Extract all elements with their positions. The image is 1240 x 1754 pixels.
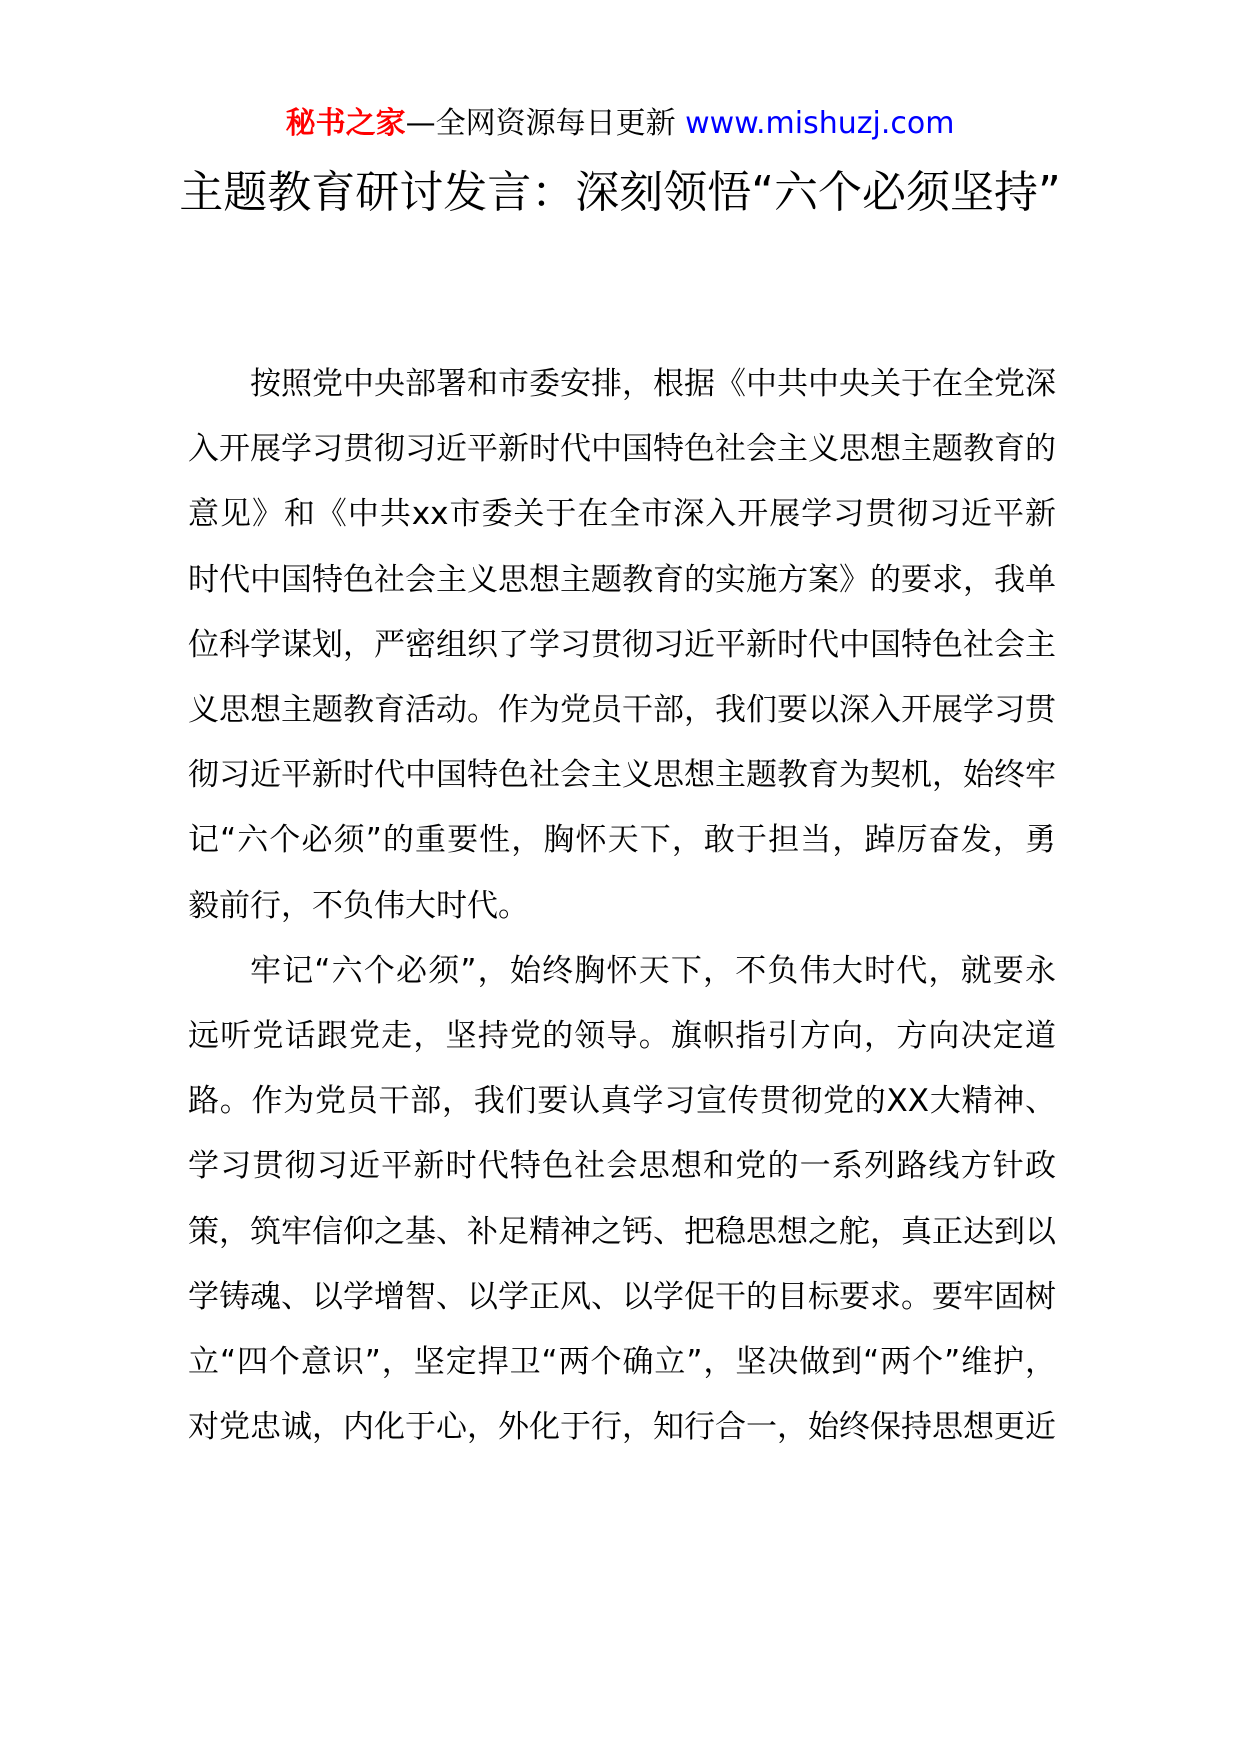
paragraph-2: 牢记“六个必须”，始终胸怀天下，不负伟大时代，就要永远听党话跟党走，坚持党的领导。旗帜指引方向，方向决定道路。作为党员干部，我们要认真学习宣传贯彻党的XX大精神、学习贯彻习近平新时代特色社会思想和党的一系列路线方针政策，筑牢信仰之基、补足精神之钙、把稳思想之舵，真正达到以学铸魂、以学增智、以学正风、以学促干的目标要求。要牢固树立“四个意识”，坚定捍卫“两个确立”，坚决做到“两个”维护，对党忠诚，内化于心，外化于行，知行合一，始终保持思想更近 — [188, 952, 1056, 1446]
document-title: 主题教育研讨发言：深刻领悟“六个必须坚持” — [179, 167, 1061, 218]
site-brand: 秘书之家 — [285, 106, 406, 141]
document-body — [188, 352, 1056, 1460]
site-header — [0, 102, 1240, 146]
paragraph-1: 按照党中央部署和市委安排，根据《中共中央关于在全党深入开展学习贯彻习近平新时代中国特色社会主义思想主题教育的意见》和《中共xx市委关于在全市深入开展学习贯彻习近平新时代中国特色社会主义思想主题教育的实施方案》的要求，我单位科学谋划，严密组织了学习贯彻习近平新时代中国特色社会主义思想主题教育活动。作为党员干部，我们要以深入开展学习贯彻习近平新时代中国特色社会主义思想主题教育为契机，始终牢记“六个必须”的重要性，胸怀天下，敢于担当，踔厉奋发，勇毅前行，不负伟大时代。 — [188, 366, 1056, 924]
site-tagline: —全网资源每日更新 — [405, 106, 676, 141]
site-url-link[interactable]: www.mishuzj.com — [685, 106, 955, 141]
